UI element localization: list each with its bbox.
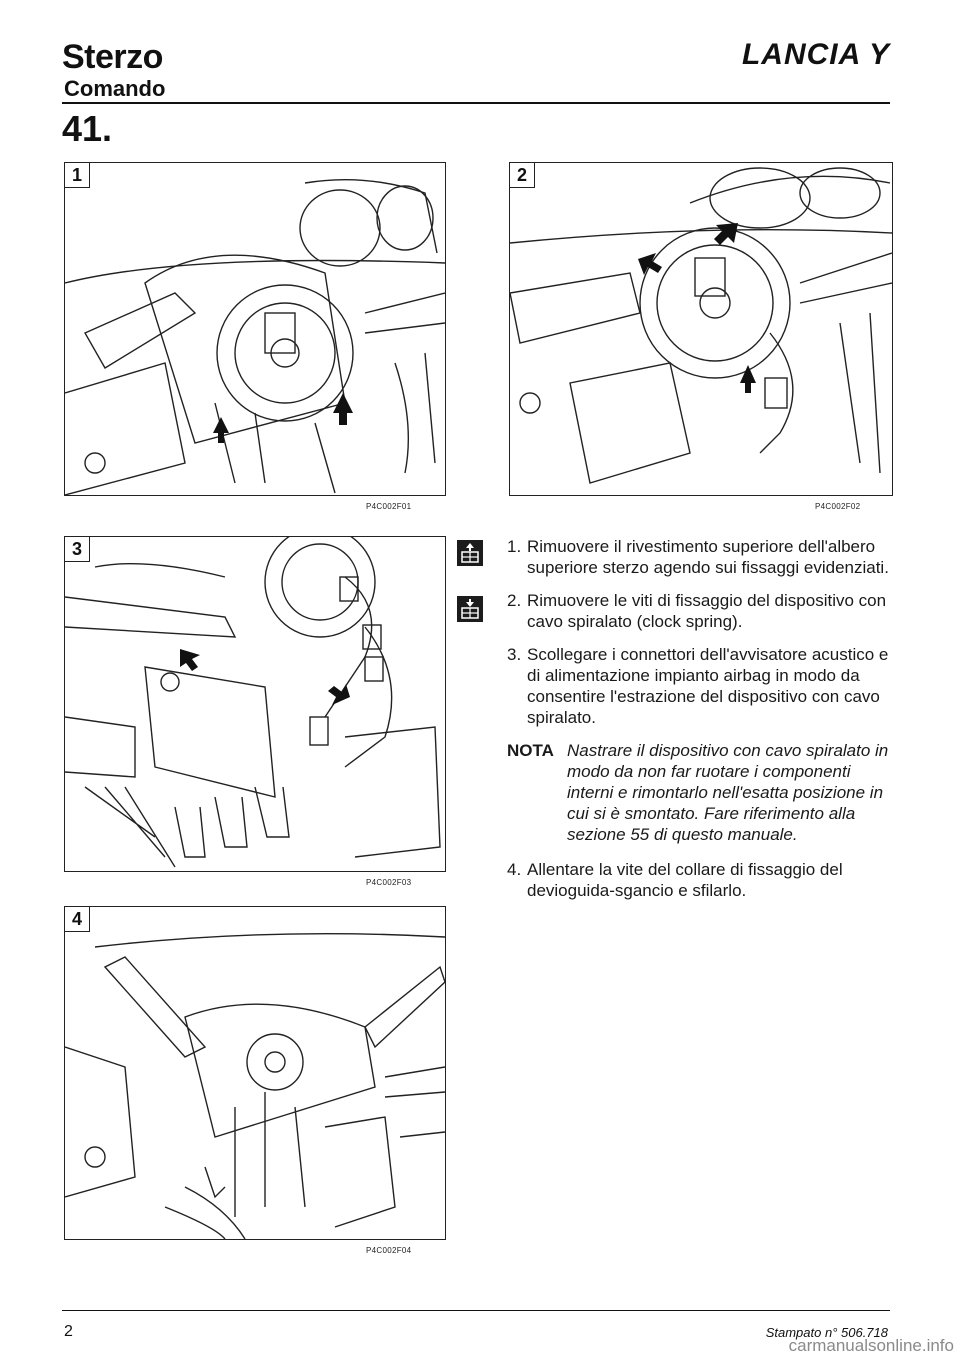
section-number: 41.: [62, 108, 113, 149]
step-number: 3.: [507, 645, 522, 664]
watermark: carmanualsonline.info: [788, 1336, 954, 1355]
step-text: Scollegare i connettori dell'avvisatore acustico e di alimentazione impianto airbag in modo da consentire l'estrazione del dispositivo con cavo spiralato.: [527, 645, 889, 727]
figure-code: P4C002F04: [366, 1246, 412, 1255]
page-number: 2: [64, 1323, 73, 1340]
figure-1-drawing: [65, 163, 445, 495]
step-text: Rimuovere le viti di fissaggio del dispositivo con cavo spiralato (clock spring).: [527, 591, 887, 631]
figure-code: P4C002F02: [815, 502, 861, 511]
figure-4: [64, 906, 446, 1240]
figure-code: P4C002F01: [366, 502, 412, 511]
figure-2: [509, 162, 893, 496]
brand-name: LANCIA Y: [741, 38, 890, 71]
note: [507, 740, 897, 845]
step-1: [507, 536, 897, 578]
header-rule: [62, 102, 890, 104]
remove-icon: [457, 540, 483, 566]
step-2: [507, 590, 897, 632]
instructions: [507, 536, 897, 913]
step-4: [507, 859, 897, 901]
figure-3-drawing: [65, 537, 445, 871]
figure-1: [64, 162, 446, 496]
step-number: 2.: [507, 591, 522, 610]
figure-number: 4: [65, 907, 90, 932]
footer-rule: [62, 1310, 890, 1311]
page-title: Sterzo: [62, 38, 163, 76]
unscrew-icon: [457, 596, 483, 622]
note-label: NOTA: [507, 741, 554, 760]
figure-4-drawing: [65, 907, 445, 1239]
figure-number: 1: [65, 163, 90, 188]
figure-code: P4C002F03: [366, 878, 412, 887]
figure-2-drawing: [510, 163, 892, 495]
step-text: Rimuovere il rivestimento superiore dell'albero superiore sterzo agendo sui fissaggi evidenziati.: [527, 537, 889, 577]
step-number: 4.: [507, 860, 522, 879]
figure-number: 2: [510, 163, 535, 188]
step-number: 1.: [507, 537, 522, 556]
step-text: Allentare la vite del collare di fissaggio del devioguida-sgancio e sfilarlo.: [527, 860, 843, 900]
figure-number: 3: [65, 537, 90, 562]
figure-3: [64, 536, 446, 872]
note-text: Nastrare il dispositivo con cavo spiralato in modo da non far ruotare i componenti interni e rimontarlo nell'esatta posizione in cui si è smontato. Fare riferimento alla sezione 55 di questo manuale.: [567, 741, 889, 844]
print-reference: Stampato n° 506.718: [765, 1325, 888, 1340]
step-3: [507, 644, 897, 728]
page-subtitle: Comando: [64, 76, 166, 101]
